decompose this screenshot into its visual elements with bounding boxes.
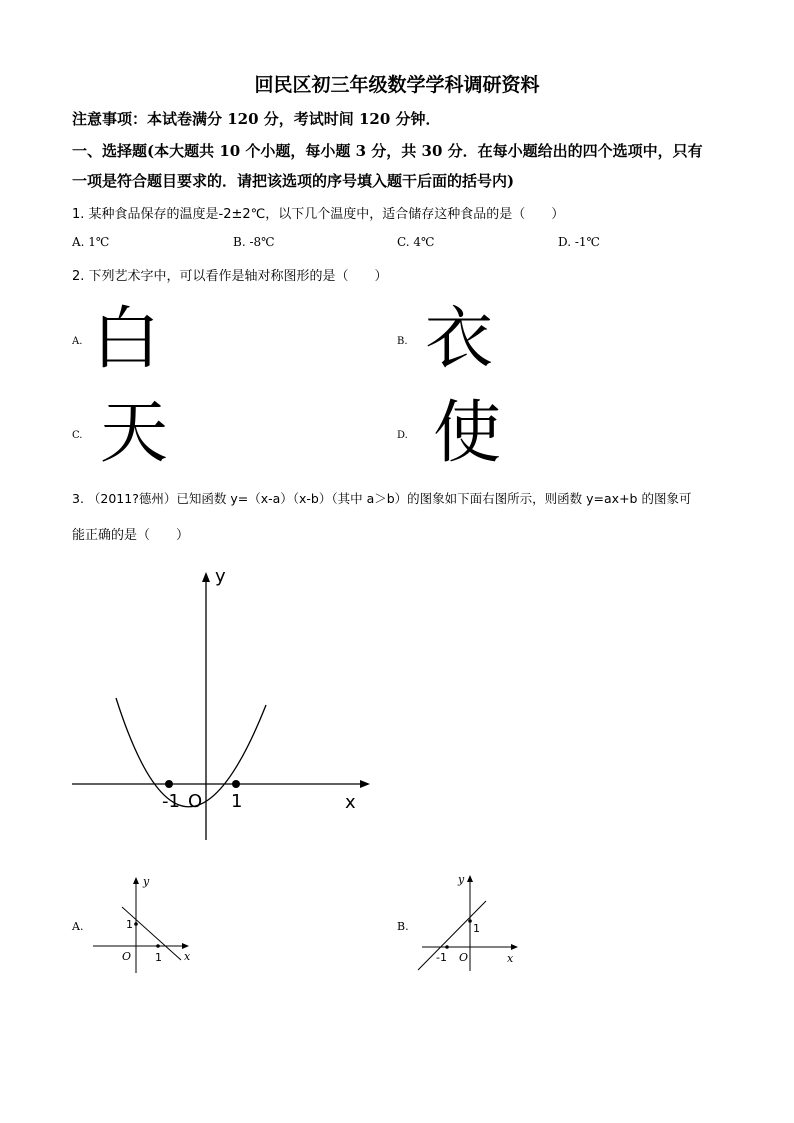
a-y-tick-label: 1 [126, 918, 133, 931]
a-y-arrow [133, 877, 139, 884]
neg-root-label: -1 [162, 791, 180, 812]
q3-label-a: A. [72, 920, 84, 933]
root-point-pos [232, 780, 240, 788]
page-title: 回民区初三年级数学学科调研资料 [254, 74, 540, 96]
q2-label-d: D. [397, 430, 408, 441]
q2-char-bai: 白 [92, 300, 161, 379]
x-axis-label: x [345, 792, 356, 813]
q2-label-a: A. [72, 336, 83, 347]
q3-stem-line2: 能正确的是（ ） [72, 528, 190, 543]
q2-label-c: C. [72, 430, 83, 441]
b-y-tick-label: 1 [473, 922, 480, 935]
y-axis-label: y [215, 566, 226, 587]
q2-label-b: B. [397, 336, 408, 347]
b-y-arrow [467, 875, 473, 882]
a-x-arrow [182, 943, 189, 949]
a-x-tick-label: 1 [155, 951, 162, 964]
q3-label-b: B. [397, 920, 409, 933]
pos-root-label: 1 [231, 791, 243, 812]
option-b-graph [412, 866, 532, 976]
q1-option-b: B. -8℃ [233, 235, 275, 249]
b-x-intercept [445, 945, 449, 949]
q3-stem-line1: 3. （2011?德州）已知函数 y=（x-a）（x-b）（其中 a＞b）的图象如下面右图所示，则函数 y=ax+b 的图象可 [72, 491, 692, 506]
b-y-label: y [458, 873, 465, 886]
a-x-label: x [184, 950, 191, 963]
exam-notice: 注意事项：本试卷满分 120 分，考试时间 120 分钟． [72, 110, 441, 128]
origin-label: O [188, 791, 203, 812]
a-x-intercept [156, 944, 160, 948]
y-axis-arrow [202, 572, 210, 582]
b-origin-label: O [459, 951, 469, 964]
b-y-intercept [468, 919, 472, 923]
b-x-tick-label: -1 [436, 951, 447, 964]
b-x-arrow [511, 944, 518, 950]
root-point-neg [165, 780, 173, 788]
q2-stem: 2. 下列艺术字中，可以看作是轴对称图形的是（ ） [72, 269, 388, 284]
q1-option-c: C. 4℃ [397, 235, 435, 249]
a-y-intercept [134, 922, 138, 926]
section-heading-line2: 一项是符合题目要求的．请把该选项的序号填入题干后面的括号内) [72, 172, 515, 190]
q1-stem: 1. 某种食品保存的温度是-2±2℃，以下几个温度中，适合储存这种食品的是（ ） [72, 207, 565, 222]
a-y-label: y [143, 875, 150, 888]
q2-char-tian: 天 [100, 394, 169, 473]
q2-char-shi: 使 [433, 394, 502, 473]
section-heading-line1: 一、选择题(本大题共 10 个小题，每小题 3 分，共 30 分．在每小题给出的四个选项中，只有 [72, 142, 703, 160]
parabola-graph [60, 560, 390, 850]
b-x-label: x [507, 952, 514, 965]
q1-option-d: D. -1℃ [558, 235, 600, 249]
b-line [418, 901, 486, 970]
q2-char-yi: 衣 [425, 300, 494, 379]
x-axis-arrow [360, 780, 370, 788]
a-origin-label: O [122, 950, 132, 963]
option-a-graph [88, 868, 208, 978]
q1-option-a: A. 1℃ [72, 235, 110, 249]
